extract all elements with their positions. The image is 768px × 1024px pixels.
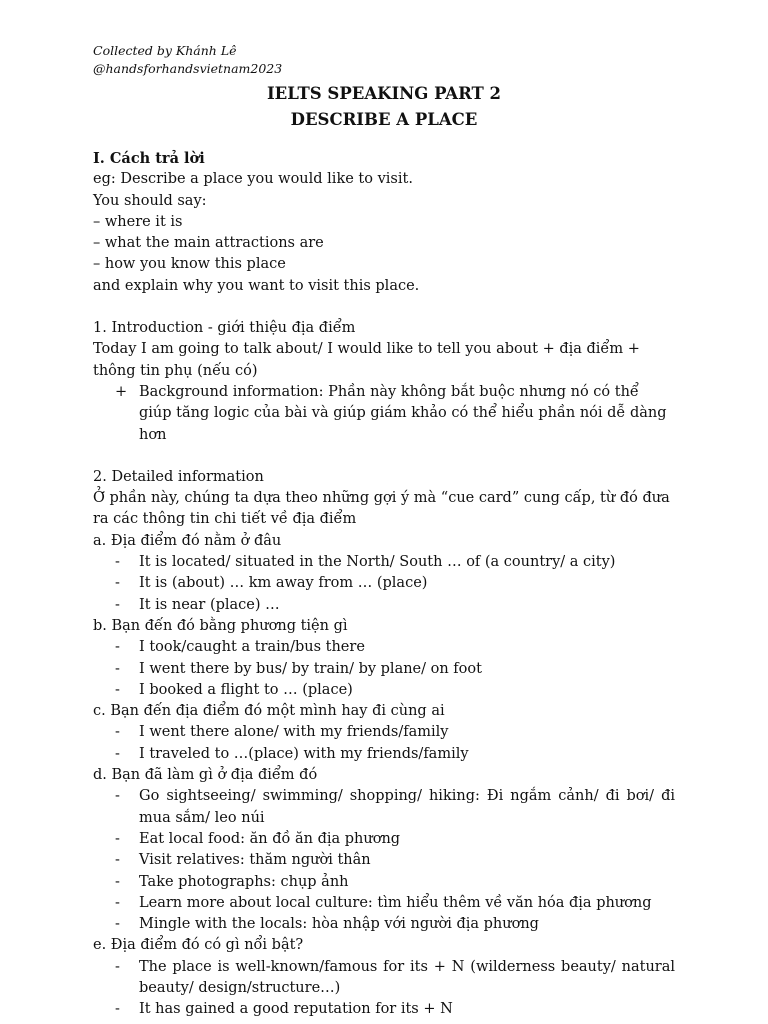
list-item xyxy=(93,573,675,594)
intro-heading: 1. Introduction - giới thiệu địa điểm xyxy=(93,320,356,337)
list-item-text: I took/caught a train/bus there xyxy=(139,639,365,656)
list-item xyxy=(93,552,675,573)
list-item-text: I went there alone/ with my friends/family xyxy=(139,724,449,741)
bullet-dash: - xyxy=(115,639,120,656)
bullet-dash: - xyxy=(115,745,120,762)
bullet-dash: - xyxy=(115,894,120,911)
list-item xyxy=(93,786,675,829)
subheading-transport: b. Bạn đến đó bằng phương tiện gì xyxy=(93,617,348,634)
intro-text: Today I am going to talk about/ I would like to tell you about + địa điểm + thông tin phụ (nếu có) xyxy=(93,341,640,379)
subheading-activities: d. Bạn đã làm gì ở địa điểm đó xyxy=(93,767,318,784)
list-item-text: I went there by bus/ by train/ by plane/ on foot xyxy=(139,660,482,677)
intro-bullet-text: Background information: Phần này không bắt buộc nhưng nó có thể giúp tăng logic của bài và giúp giám khảo có thể hiểu phần nói dễ dàng hơn xyxy=(139,383,667,443)
list-item xyxy=(93,382,675,446)
document-page xyxy=(93,42,675,1021)
bullet-dash: - xyxy=(115,1001,120,1018)
list-item xyxy=(93,850,675,871)
cue-card-example: eg: Describe a place you would like to visit. xyxy=(93,171,413,188)
bullet-dash: - xyxy=(115,830,120,847)
cue-card-point: – what the main attractions are xyxy=(93,235,324,252)
list-item xyxy=(93,744,675,765)
cue-card-point: – how you know this place xyxy=(93,256,286,273)
list-item xyxy=(93,957,675,1000)
bullet-dash: - xyxy=(115,596,120,613)
list-item-text: It is located/ situated in the North/ South … of (a country/ a city) xyxy=(139,554,616,571)
list-item xyxy=(93,914,675,935)
list-item-text: Mingle with the locals: hòa nhập với người địa phương xyxy=(139,916,539,933)
list-item-text: Go sightseeing/ swimming/ shopping/ hiking: Đi ngắm cảnh/ đi bơi/ đi mua sắm/ leo núi xyxy=(139,788,675,826)
cue-card-point: – where it is xyxy=(93,213,183,230)
list-item xyxy=(93,595,675,616)
list-item xyxy=(93,893,675,914)
bullet-dash: - xyxy=(115,852,120,869)
list-item-text: Visit relatives: thăm người thân xyxy=(139,852,371,869)
list-item-text: It has gained a good reputation for its + N xyxy=(139,1001,453,1018)
bullet-dash: - xyxy=(115,660,120,677)
list-item xyxy=(93,722,675,743)
document-subtitle: DESCRIBE A PLACE xyxy=(290,110,478,129)
cue-card-explain: and explain why you want to visit this place. xyxy=(93,277,420,294)
list-item-text: It is near (place) … xyxy=(139,596,280,613)
list-item-text: Learn more about local culture: tìm hiểu thêm về văn hóa địa phương xyxy=(139,894,652,911)
list-item xyxy=(93,637,675,658)
subheading-location: a. Địa điểm đó nằm ở đâu xyxy=(93,532,282,549)
list-item xyxy=(93,872,675,893)
bullet-dash: - xyxy=(115,916,120,933)
subheading-companions: c. Bạn đến địa điểm đó một mình hay đi cùng ai xyxy=(93,703,445,720)
bullet-dash: - xyxy=(115,958,120,975)
cue-card-should-say: You should say: xyxy=(93,192,207,209)
list-item xyxy=(93,659,675,680)
bullet-dash: - xyxy=(115,681,120,698)
list-item xyxy=(93,999,675,1020)
list-item-text: Eat local food: ăn đồ ăn địa phương xyxy=(139,830,401,847)
document-title: IELTS SPEAKING PART 2 xyxy=(266,84,502,103)
list-item xyxy=(93,829,675,850)
list-item-text: I traveled to …(place) with my friends/family xyxy=(139,745,469,762)
credit-author: Collected by Khánh Lê xyxy=(93,43,237,58)
section-heading-answer: I. Cách trả lời xyxy=(93,150,205,167)
detail-heading: 2. Detailed information xyxy=(93,468,264,485)
bullet-plus: + xyxy=(115,383,128,400)
bullet-dash: - xyxy=(115,554,120,571)
bullet-dash: - xyxy=(115,873,120,890)
list-item-text: I booked a flight to … (place) xyxy=(139,681,353,698)
bullet-dash: - xyxy=(115,575,120,592)
bullet-dash: - xyxy=(115,788,120,805)
credit-handle: @handsforhandsvietnam2023 xyxy=(93,61,283,76)
list-item-text: It is (about) … km away from … (place) xyxy=(139,575,428,592)
list-item-text: Take photographs: chụp ảnh xyxy=(139,873,349,890)
subheading-highlights: e. Địa điểm đó có gì nổi bật? xyxy=(93,937,304,954)
list-item-text: The place is well-known/famous for its + N (wilderness beauty/ natural beauty/ design/structure…) xyxy=(139,958,675,996)
detail-text: Ở phần này, chúng ta dựa theo những gợi ý mà “cue card” cung cấp, từ đó đưa ra các thông tin chi tiết về địa điểm xyxy=(93,490,670,528)
list-item xyxy=(93,680,675,701)
bullet-dash: - xyxy=(115,724,120,741)
